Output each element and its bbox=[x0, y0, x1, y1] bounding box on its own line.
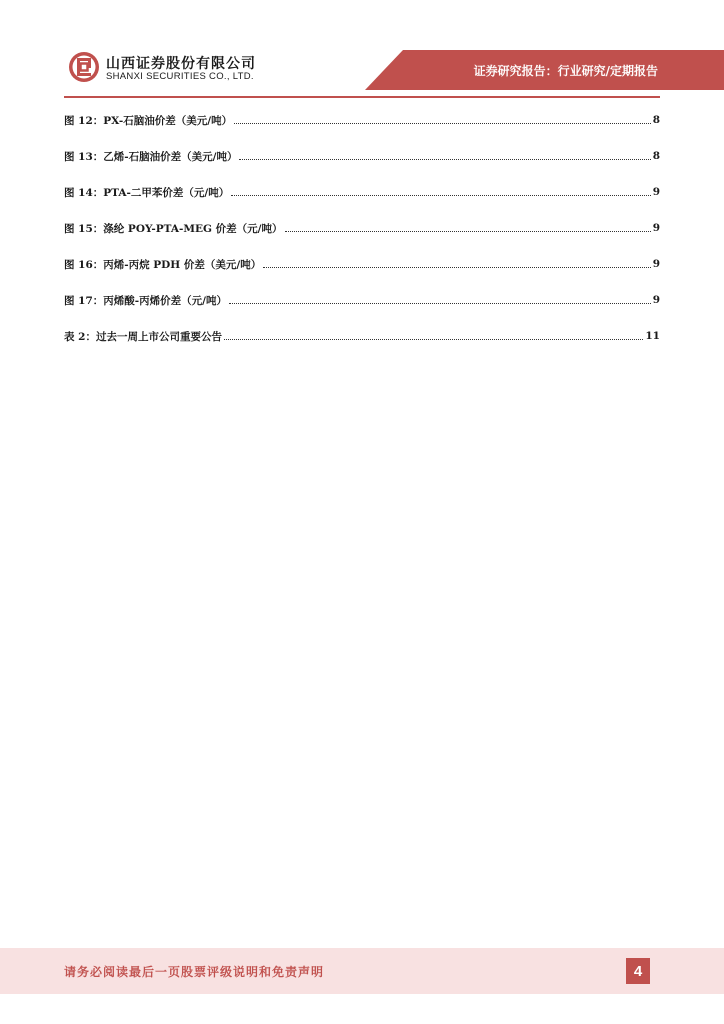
toc-entry-page: 11 bbox=[645, 330, 660, 342]
page-header bbox=[0, 0, 724, 100]
toc-entry[interactable] bbox=[64, 102, 660, 138]
toc-entry[interactable] bbox=[64, 174, 660, 210]
toc-leader-dots bbox=[229, 302, 651, 304]
toc-leader-dots bbox=[224, 338, 643, 340]
toc-leader-dots bbox=[234, 122, 651, 124]
toc-entry-label: 图 12：PX-石脑油价差（美元/吨） bbox=[64, 114, 233, 127]
page-number: 4 bbox=[626, 958, 650, 984]
toc-leader-dots bbox=[285, 230, 651, 232]
report-type-label: 证券研究报告：行业研究/定期报告 bbox=[473, 64, 658, 78]
toc-entry[interactable] bbox=[64, 210, 660, 246]
toc-entry[interactable] bbox=[64, 318, 660, 354]
toc-entry-page: 8 bbox=[652, 150, 660, 162]
toc-entry[interactable] bbox=[64, 246, 660, 282]
company-name-en: SHANXI SECURITIES CO., LTD. bbox=[106, 71, 254, 82]
toc-entry-label: 图 13：乙烯-石脑油价差（美元/吨） bbox=[64, 150, 238, 163]
toc-entry-label: 图 17：丙烯酸-丙烯价差（元/吨） bbox=[64, 294, 227, 307]
table-of-figures bbox=[64, 102, 660, 354]
toc-entry-page: 9 bbox=[652, 258, 660, 270]
toc-entry-label: 图 15：涤纶 POY-PTA-MEG 价差（元/吨） bbox=[64, 222, 283, 235]
toc-entry[interactable] bbox=[64, 138, 660, 174]
toc-entry-page: 9 bbox=[652, 186, 660, 198]
toc-entry-page: 9 bbox=[652, 222, 660, 234]
toc-entry-label: 表 2：过去一周上市公司重要公告 bbox=[64, 330, 222, 343]
footer-disclaimer: 请务必阅读最后一页股票评级说明和免责声明 bbox=[64, 965, 325, 979]
company-name-cn: 山西证券股份有限公司 bbox=[106, 56, 256, 72]
toc-entry-label: 图 16：丙烯-丙烷 PDH 价差（美元/吨） bbox=[64, 258, 262, 271]
toc-entry-page: 9 bbox=[652, 294, 660, 306]
toc-entry[interactable] bbox=[64, 282, 660, 318]
toc-leader-dots bbox=[231, 194, 650, 196]
toc-leader-dots bbox=[263, 266, 650, 268]
header-divider bbox=[64, 96, 660, 98]
toc-entry-label: 图 14：PTA-二甲苯价差（元/吨） bbox=[64, 186, 230, 199]
toc-leader-dots bbox=[239, 158, 650, 160]
toc-entry-page: 8 bbox=[652, 114, 660, 126]
shanxi-securities-logo-icon bbox=[68, 51, 100, 83]
